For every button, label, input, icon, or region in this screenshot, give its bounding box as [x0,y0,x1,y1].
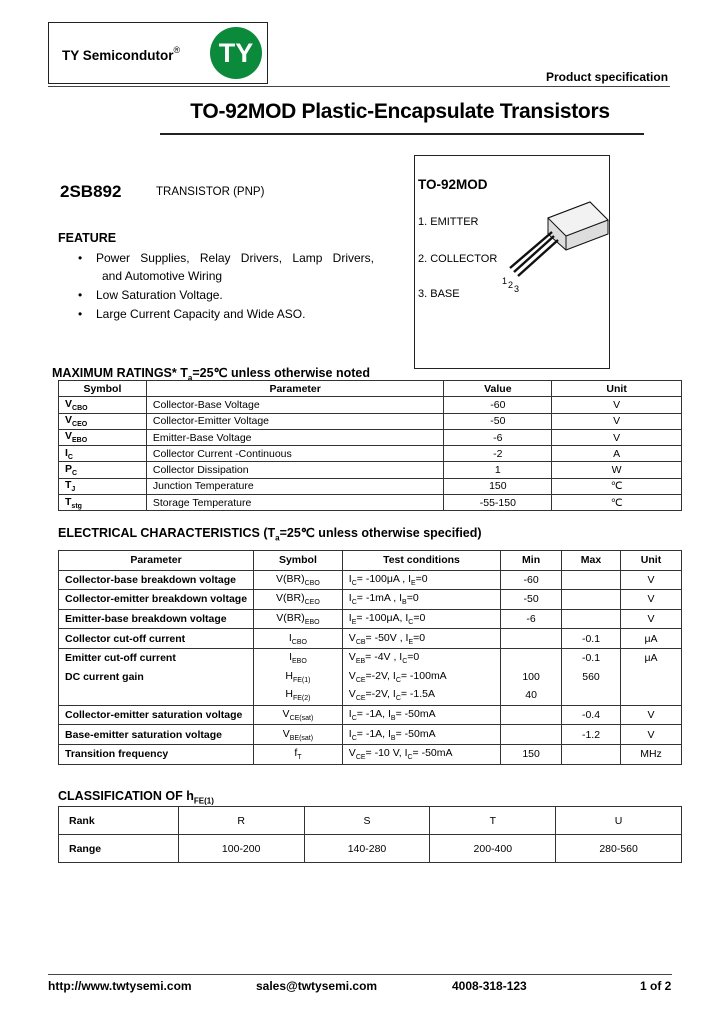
table-row: Collector-base breakdown voltage $V(BR)_{CBO}$ $I_C= -100\mu A$ , $I_E=0$ -60 V [59,570,682,590]
column-header: Value [444,381,552,397]
feature-text: and Automotive Wiring [102,269,223,283]
title-underline [160,133,644,135]
max-ratings-heading: MAXIMUM RATINGS* $T_a=25℃$ unless otherwise noted [52,366,370,383]
part-type: TRANSISTOR (PNP) [156,186,265,198]
table-row: Collector cut-off current $I_{CBO}$ $V_{CB}= -50V$ , $I_E=0$ -0.1 μA [59,629,682,649]
table-row: $V_{CBO}$ Collector-Base Voltage -60 V [59,397,682,413]
column-header: Symbol [59,381,147,397]
table-header-row [59,551,682,571]
table-row: Range 100-200 140-280 200-400 280-560 [59,835,682,863]
feature-item [78,288,378,304]
table-row: $P_C$ Collector Dissipation 1 W [59,462,682,478]
page-number: 1 of 2 [640,979,672,993]
footer-phone: 4008-318-123 [452,979,527,993]
company-name: TY Semicondutor® [62,45,181,63]
table-row: Transition frequency $f_T$ $V_{CE}= -10$ V, $I_C= -50mA$ 150 MHz [59,744,682,764]
feature-heading: FEATURE [58,231,117,245]
table-row: $T_{stg}$ Storage Temperature -55-150 ℃ [59,495,682,511]
company-logo [210,27,262,79]
product-specification: Product specification [546,70,669,84]
page-title: TO-92MOD Plastic-Encapsulate Transistors [190,100,610,123]
column-header: Min [501,551,562,571]
pin-emitter: 1. EMITTER [418,216,479,228]
table-row: Collector-emitter saturation voltage $V_{CE(sat)}$ $I_C= -1A$, $I_B= -50mA$ -0.4 V [59,705,682,725]
classification-heading: CLASSIFICATION OF $h_{FE(1)}$ [58,789,214,806]
classification-table [58,806,682,863]
pin-collector: 2. COLLECTOR [418,253,498,265]
table-row: Emitter cut-off current $I_{EBO}$ $V_{EB}= -4V$ , $I_C=0$ -0.1 μA [59,648,682,667]
table-row: DC current gain $H_{FE(1)}$ $V_{CE}=-2V$, $I_C= -100mA$ 100 560 [59,668,682,687]
table-row: Collector-emitter breakdown voltage $V(BR)_{CEO}$ $I_C= -1mA$ , $I_B=0$ -50 V [59,590,682,610]
bullet-icon: • [78,288,83,302]
table-row: Rank R S T U [59,807,682,835]
table-row: $I_C$ Collector Current -Continuous -2 A [59,446,682,462]
table-row: $T_J$ Junction Temperature 150 ℃ [59,478,682,494]
table-row: Emitter-base breakdown voltage $V(BR)_{EBO}$ $I_E= -100\mu A$, $I_C=0$ -6 V [59,609,682,629]
column-header: Parameter [59,551,254,571]
column-header: Test conditions [342,551,500,571]
feature-text: Power Supplies, Relay Drivers, Lamp Drivers, [96,251,374,265]
pin-base: 3. BASE [418,288,460,300]
table-row: $V_{EBO}$ Emitter-Base Voltage -6 V [59,429,682,445]
range-label: Range [59,835,179,863]
table-row: $H_{FE(2)}$ $V_{CE}=-2V$, $I_C= -1.5A$ 40 [59,686,682,705]
column-header: Max [562,551,621,571]
footer-website[interactable]: http://www.twtysemi.com [48,979,192,993]
electrical-table [58,550,682,765]
feature-item [78,251,378,267]
table-row: Base-emitter saturation voltage $V_{BE(sat)}$ $I_C= -1A$, $I_B= -50mA$ -1.2 V [59,725,682,745]
feature-item-continuation [78,269,378,285]
logo-text: TY [218,38,254,68]
column-header: Unit [621,551,682,571]
bullet-icon: • [78,251,83,265]
column-header: Unit [552,381,682,397]
part-number: 2SB892 [60,182,122,201]
table-header-row [59,381,682,397]
header-divider [48,86,670,87]
footer-email[interactable]: sales@twtysemi.com [256,979,378,993]
feature-text: Large Current Capacity and Wide ASO. [96,307,306,321]
pin-number-3: 3 [514,284,520,292]
pin-number-2: 2 [508,280,514,290]
column-header: Parameter [146,381,444,397]
rank-label: Rank [59,807,179,835]
to92mod-package-drawing [498,196,610,292]
feature-item [78,307,378,323]
footer-divider [48,974,672,975]
pin-number-1: 1 [502,276,508,286]
max-ratings-table [58,380,682,511]
bullet-icon: • [78,307,83,321]
table-row: $V_{CEO}$ Collector-Emitter Voltage -50 V [59,413,682,429]
package-name: TO-92MOD [418,177,488,192]
electrical-heading: ELECTRICAL CHARACTERISTICS ($T_a=25℃$ unless otherwise specified) [58,526,482,543]
column-header: Symbol [254,551,343,571]
feature-text: Low Saturation Voltage. [96,288,223,302]
